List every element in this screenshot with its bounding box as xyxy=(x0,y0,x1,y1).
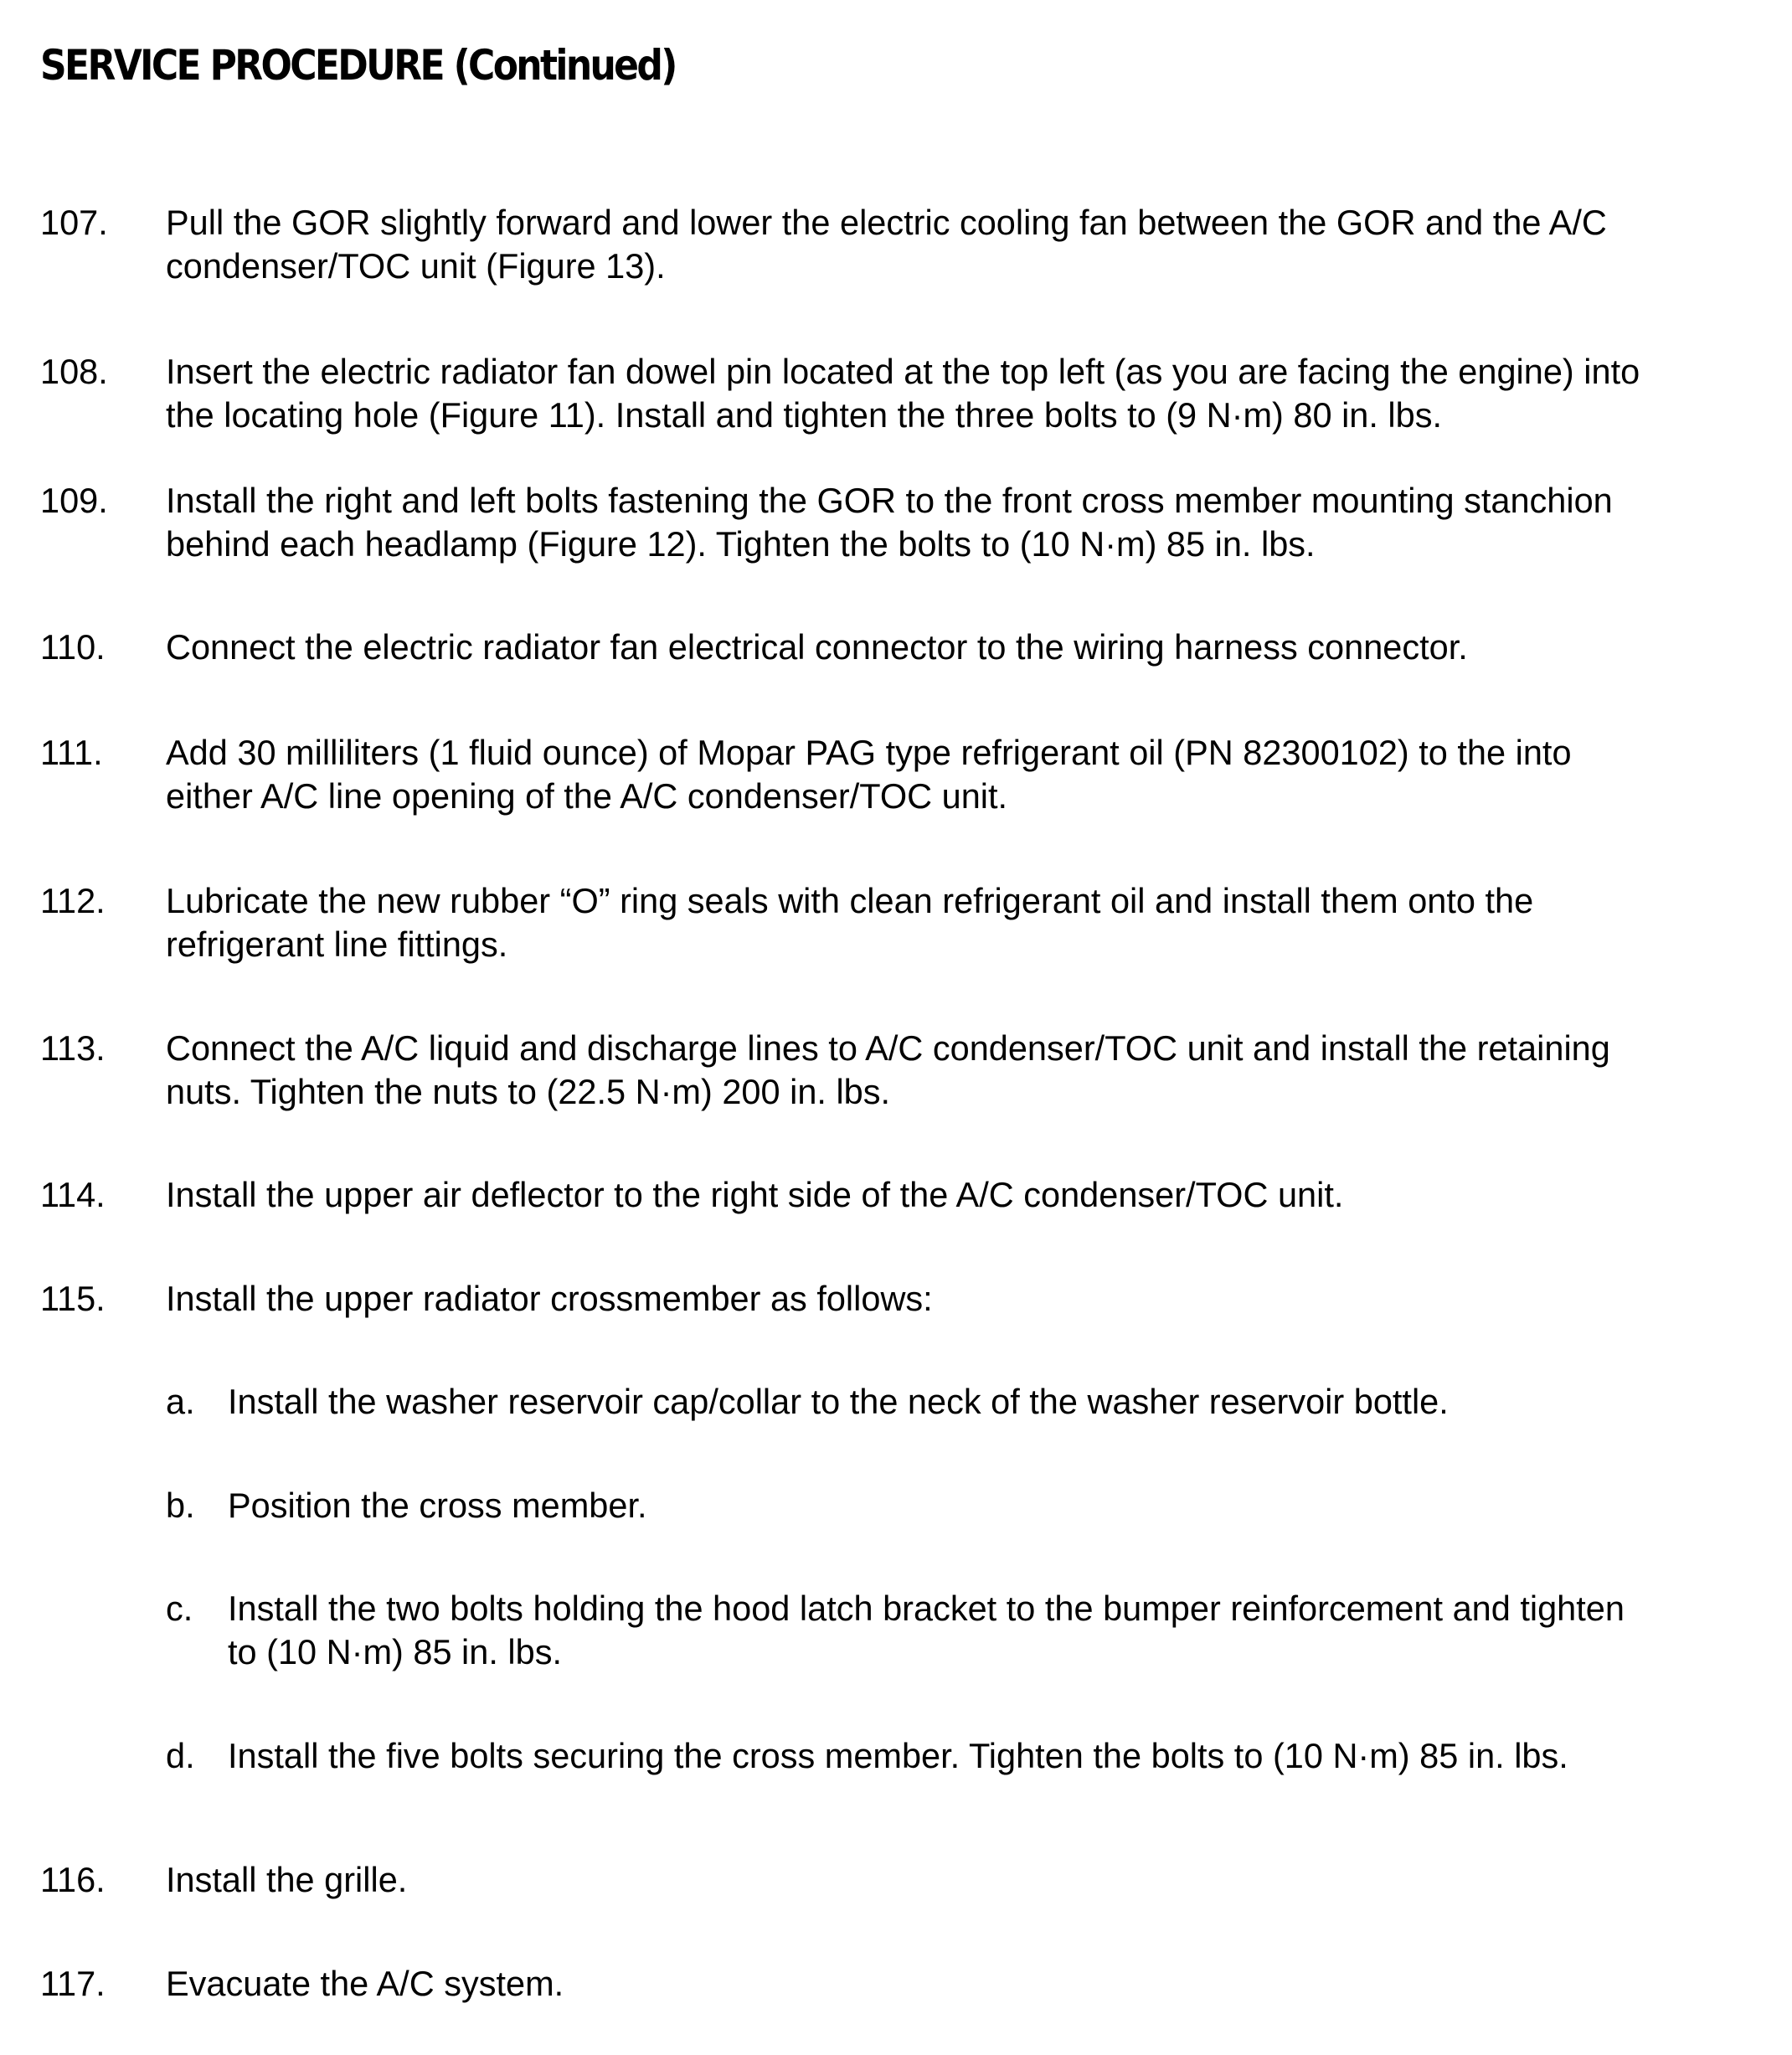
step-text: Lubricate the new rubber “O” ring seals with clean refrigerant oil and install them onto the refrigerant line fittings. xyxy=(166,881,1534,964)
sub-step-letter: a. xyxy=(166,1382,195,1421)
step-number: 109. xyxy=(40,481,108,520)
step-number: 112. xyxy=(40,881,106,920)
step-number: 113. xyxy=(40,1028,106,1068)
step-number: 115. xyxy=(40,1279,106,1318)
step-text: Connect the electric radiator fan electrical connector to the wiring harness connector. xyxy=(166,627,1468,667)
step-text: Pull the GOR slightly forward and lower the electric cooling fan between the GOR and the A/C condenser/TOC unit (Figure 13). xyxy=(166,203,1607,286)
step-text: Add 30 milliliters (1 fluid ounce) of Mopar PAG type refrigerant oil (PN 82300102) to the into either A/C line opening of the A/C condenser/TOC unit. xyxy=(166,733,1572,816)
step-number: 116. xyxy=(40,1860,106,1899)
step-number: 110. xyxy=(40,627,106,667)
step-number: 117. xyxy=(40,1964,106,2003)
step-number: 114. xyxy=(40,1175,106,1214)
sub-step-text: Install the two bolts holding the hood latch bracket to the bumper reinforcement and tighten to (10 N·m) 85 in. lbs. xyxy=(228,1589,1625,1671)
step-text: Evacuate the A/C system. xyxy=(166,1964,564,2003)
step-text: Install the upper air deflector to the right side of the A/C condenser/TOC unit. xyxy=(166,1175,1344,1214)
sub-step-text: Install the washer reservoir cap/collar to the neck of the washer reservoir bottle. xyxy=(228,1382,1449,1421)
sub-step-text: Position the cross member. xyxy=(228,1486,647,1525)
sub-step-letter: c. xyxy=(166,1589,193,1628)
step-text: Install the right and left bolts fastening the GOR to the front cross member mounting stanchion behind each headlamp (Figure 12). Tighten the bolts to (10 N·m) 85 in. lbs. xyxy=(166,481,1613,564)
step-number: 107. xyxy=(40,203,108,242)
step-text: Insert the electric radiator fan dowel pin located at the top left (as you are facing the engine) into the locating hole (Figure 11). Install and tighten the three bolts to (9 N·m) 80 in. lbs. xyxy=(166,352,1640,435)
step-text: Connect the A/C liquid and discharge lines to A/C condenser/TOC unit and install the retaining nuts. Tighten the nuts to (22.5 N·m) 200 in. lbs. xyxy=(166,1028,1610,1111)
step-text: Install the grille. xyxy=(166,1860,408,1899)
sub-step-letter: b. xyxy=(166,1486,195,1525)
step-number: 108. xyxy=(40,352,108,391)
page-title: SERVICE PROCEDURE (Continued) xyxy=(40,41,676,90)
sub-step-text: Install the five bolts securing the cross member. Tighten the bolts to (10 N·m) 85 in. lbs. xyxy=(228,1736,1568,1775)
step-text: Install the upper radiator crossmember as follows: xyxy=(166,1279,933,1318)
sub-step-letter: d. xyxy=(166,1736,195,1775)
step-number: 111. xyxy=(40,733,103,772)
